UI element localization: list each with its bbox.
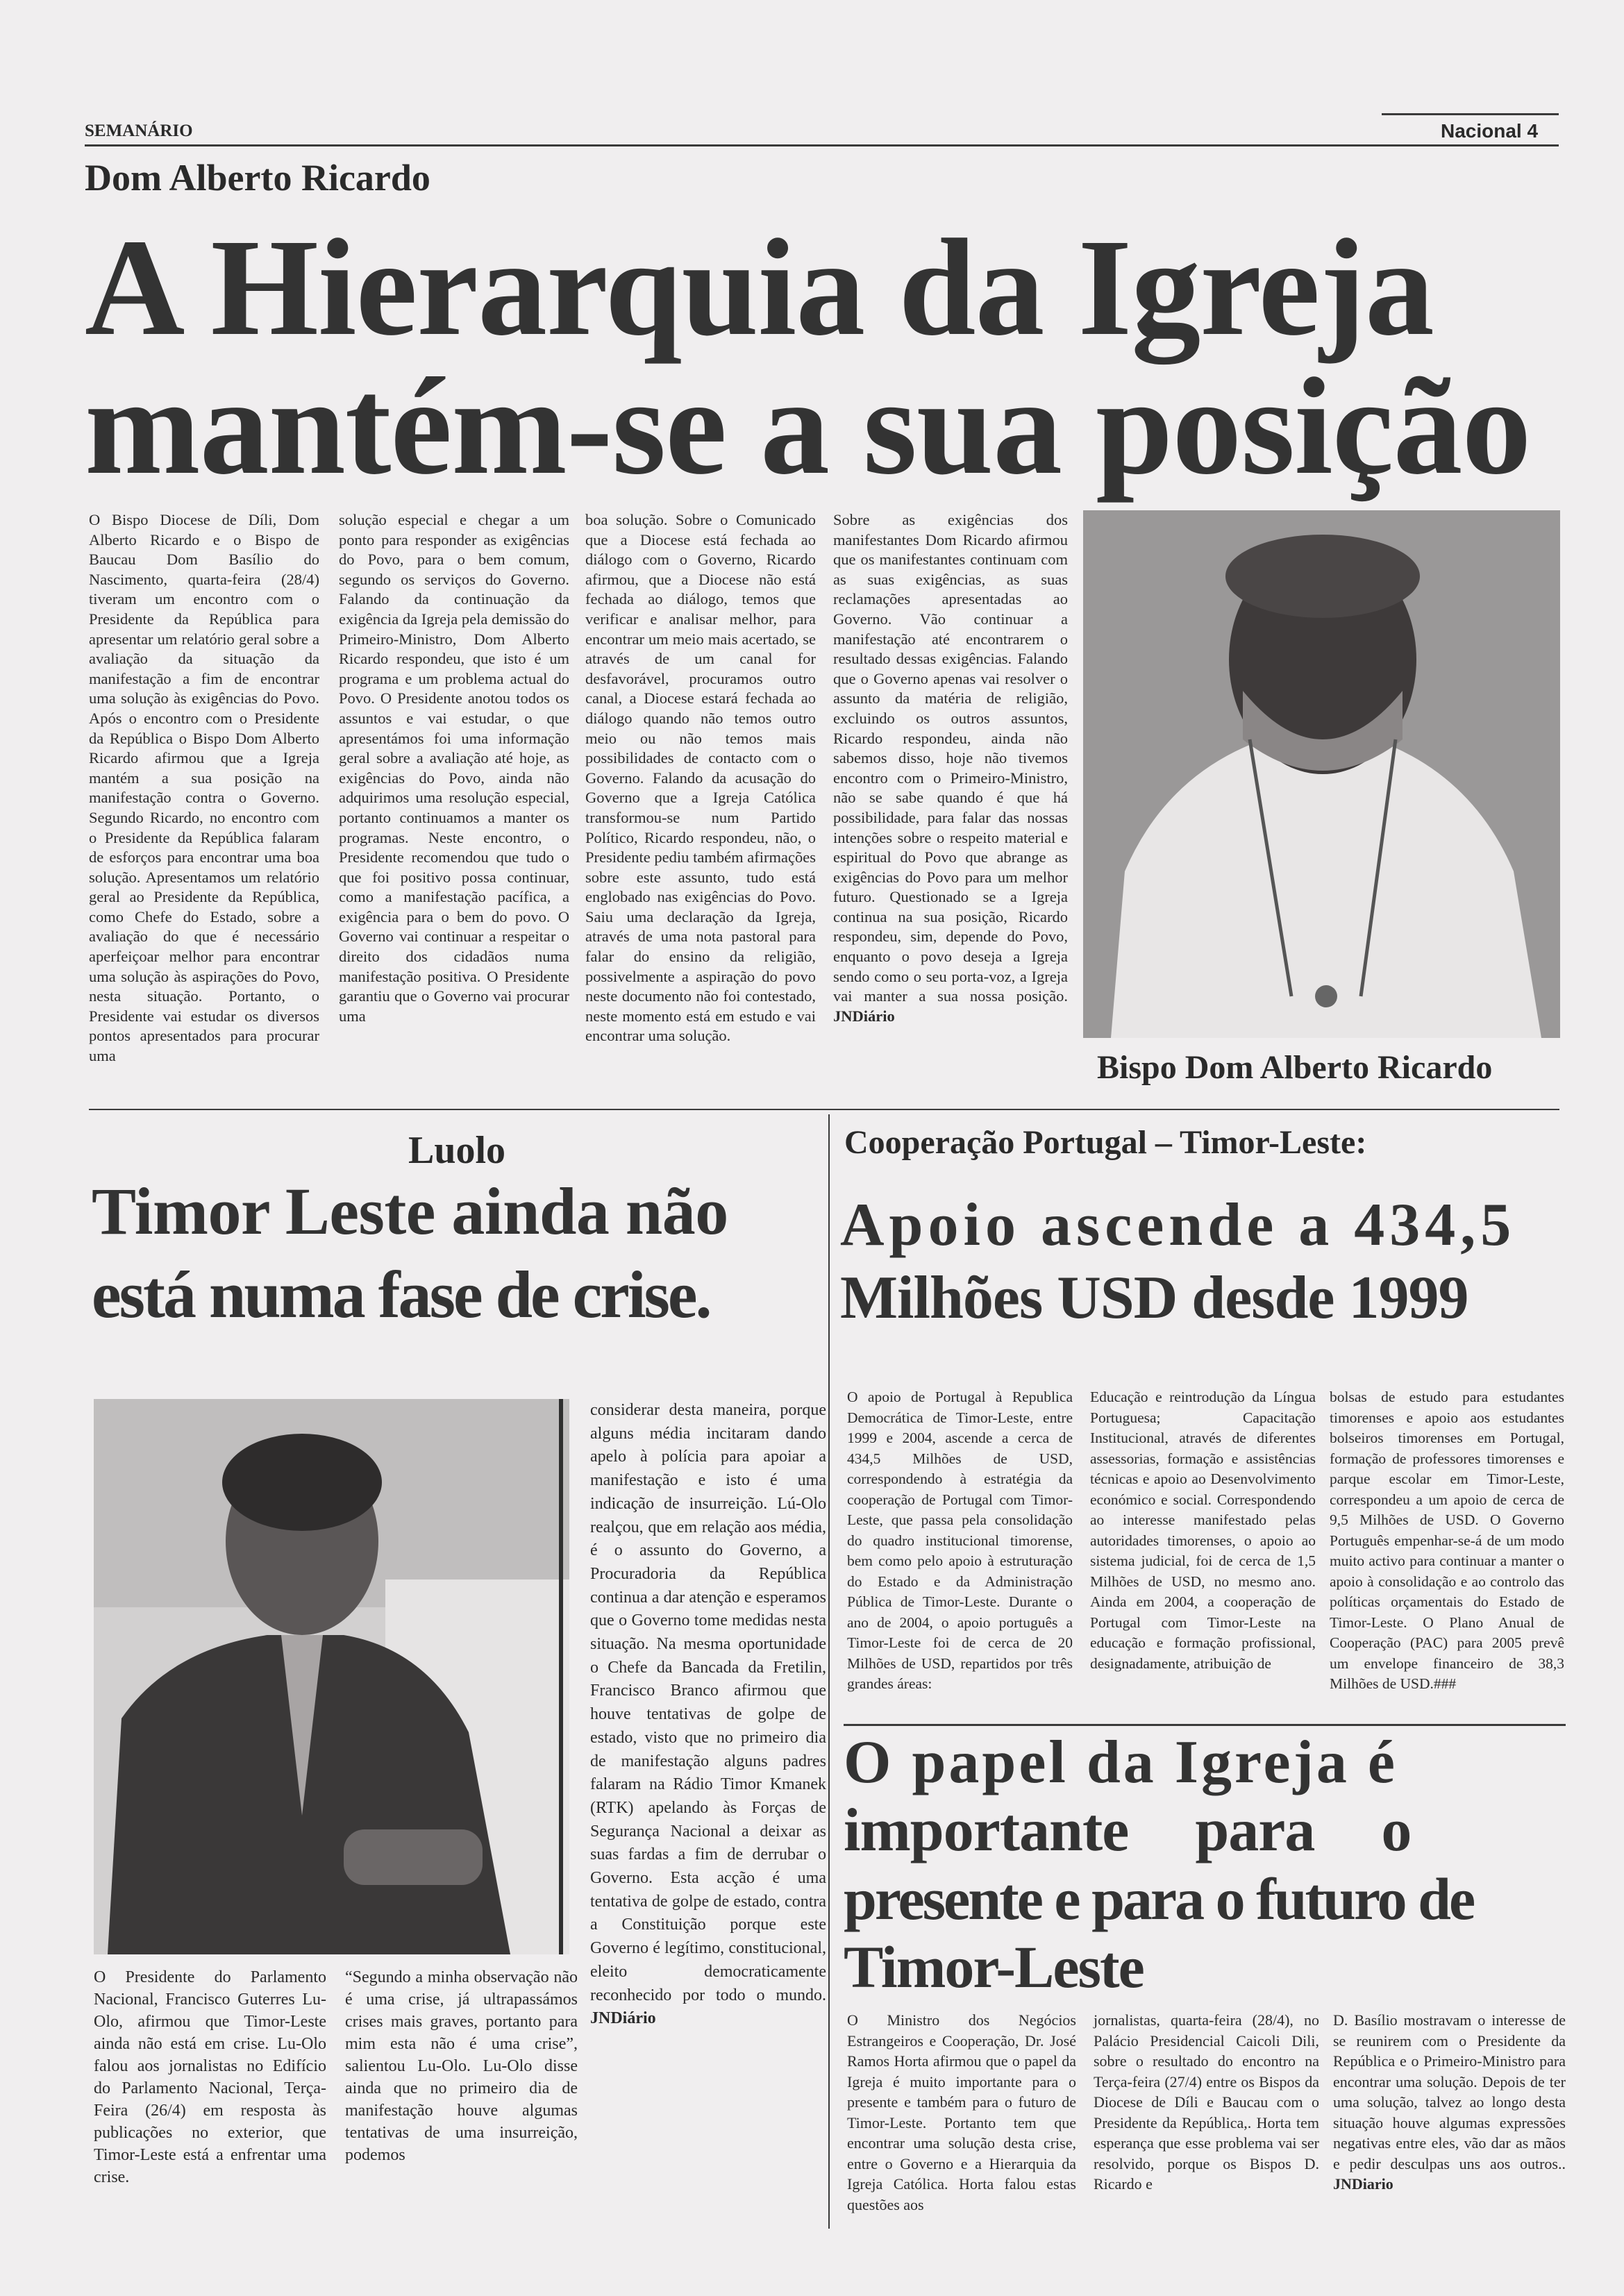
article4-headline-line3: presente e para o futuro de [844, 1866, 1474, 1932]
article3-column-3: bolsas de estudo para estudantes timorenses e apoio aos estudantes bolseiros timorenses em Portugal, formação de professores timorenses e parque escolar em Timor-Leste, correspondeu a um apoio de cerca de 9,5 Milhões de USD. O Governo Português empenhar-se-á de um modo muito activo para continuar a manter o apoio à consolidação e ao controlo das políticas orçamentais do Estado de Timor-Leste. O Plano Anual de Cooperação (PAC) para 2005 prevê um envelope financeiro de 38,3 Milhões de USD.### [1330, 1389, 1564, 1692]
masthead-paper: SEMANÁRIO [85, 121, 193, 140]
article2-headline-line1: Timor Leste ainda não [92, 1174, 728, 1248]
article4-headline-line2: importante para o [844, 1797, 1412, 1864]
article4-column-1: O Ministro dos Negócios Estrangeiros e Cooperação, Dr. José Ramos Horta afirmou que o papel da Igreja é muito importante para o presente e também para o futuro de Timor-Leste. Portanto tem que encontrar uma solução desta crise, entre o Governo e a Hierarquia da Igreja Católica. Horta falou estas questões aos [847, 2011, 1076, 2213]
article3-bottom-rule [844, 1724, 1566, 1726]
article3-headline-line2: Milhões USD desde 1999 [840, 1264, 1468, 1332]
article4-headline-line1-text: O papel da Igreja é [844, 1729, 1398, 1796]
article4-signature: JNDiario [1333, 2175, 1393, 2193]
bishop-portrait-image [1083, 510, 1560, 1038]
luolo-portrait-image [94, 1399, 569, 1954]
bishop-photo [1083, 510, 1560, 1038]
article4-headline-line4: Timor-Leste [844, 1934, 1144, 2000]
article4-headline-line1 [844, 1729, 1566, 1797]
article1-kicker: Dom Alberto Ricardo [85, 157, 430, 199]
page-section-number: Nacional 4 [1441, 120, 1539, 142]
article1-signature: JNDiário [833, 1007, 895, 1025]
article1-headline-line2: mantém-se a sua posição [85, 350, 1531, 503]
article3-headline-line1: Apoio ascende a 434,5 [840, 1191, 1516, 1259]
article1-column-2: solução especial e chegar a um ponto para responder as exigências do Povo, para o bem comum, segundo os serviços do Governo. Falando da continuação da exigência da Igreja pela demissão do Primeiro-Ministro, Dom Alberto Ricardo respondeu, que isto é um programa e um problema actual do Povo. O Presidente anotou todos os assuntos e vai estudar, o que apresentámos foi uma informação geral sobre a avaliação até hoje, as exigências do Povo, ainda não adquirimos uma resolução especial, portanto continuamos a manter os programas. Neste encontro, o Presidente recomendou que tudo o que foi positivo possa continuar, como a manifestação pacífica, a exigência para o bem do povo. O Governo vai continuar a respeitar o direito dos cidadãos numa manifestação positiva. O Presidente garantiu que o Governo vai procurar uma [339, 511, 569, 1025]
header-rule [85, 144, 1559, 146]
article2-column-a: O Presidente do Parlamento Nacional, Francisco Guterres Lu-Olo, afirmou que Timor-Leste ainda não está em crise. Lu-Olo falou aos jornalistas no Edifício do Parlamento Nacional, Terça-Feira (26/4) em resposta às publicações no exterior, que Timor-Leste está a enfrentar uma crise. [94, 1968, 326, 2186]
article4-column-2: jornalistas, quarta-feira (28/4), no Palácio Presidencial Caicoli Dili, sobre o resultado do encontro na Terça-feira (27/4) entre os Bispos da Diocese de Díli e Baucau com o Presidente da República,. Horta tem esperança que esse problema vai ser resolvido, porque os Bispos D. Ricardo e [1094, 2011, 1319, 2193]
article2-signature: JNDiário [590, 2009, 656, 2028]
bishop-photo-caption: Bispo Dom Alberto Ricardo [1097, 1049, 1493, 1086]
article1-column-4: Sobre as exigências dos manifestantes Dom Ricardo afirmou que os manifestantes continuam com as suas exigências, as suas reclamações apresentadas ao Governo. Vão continuar a manifestação até encontrarem o resultado dessas exigências. Falando que o Governo apenas vai resolver o assunto da matéria de religião, excluindo os outros assuntos, Ricardo respondeu, ainda não sabemos disso, hoje não tivemos encontro com o Primeiro-Ministro, não se sabe quando é que há possibilidade, para falar das nossas intenções sobre o respeito material e espiritual do Povo que abrange as exigências do Povo para um melhor futuro. Questionado se a Igreja continua na sua posição, Ricardo respondeu, sim, depende do Povo, enquanto o povo deseja a Igreja sendo como o seu porta-voz, a Igreja vai manter a sua nossa posição. JNDiário [833, 511, 1068, 1025]
article2-headline-line2: está numa fase de crise. [92, 1257, 710, 1332]
article3-column-2: Educação e reintrodução da Língua Portuguesa; Capacitação Institucional, através de diferentes assessorias, formação e assistências técnicas e apoio ao Desenvolvimento económico e social. Correspondendo ao interesse manifestado pelas autoridades timorenses, o apoio ao sistema judicial, foi de cerca de 1,5 Milhões de USD, no mesmo ano. Ainda em 2004, a cooperação de Portugal com Timor-Leste na educação e formação profissional, designadamente, atribuição de [1090, 1389, 1316, 1672]
header-rule-right [1382, 113, 1559, 115]
luolo-photo [94, 1399, 569, 1954]
article3-column-1: O apoio de Portugal à Republica Democrática de Timor-Leste, entre 1999 e 2004, ascende a cerca de 434,5 Milhões de USD, correspondendo à estratégia da cooperação de Portugal com Timor-Leste, que passa pela consolidação do quadro institucional timorense, bem como pelo apoio à estruturação do Estado e da Administração Pública de Timor-Leste. Durante o ano de 2004, o apoio português a Timor-Leste foi de cerca de 20 Milhões de USD, repartidos por três grandes áreas: [847, 1389, 1073, 1692]
article2-kicker: Luolo [408, 1129, 506, 1172]
article2-column-b: “Segundo a minha observação não é uma crise, já ultrapassámos crises mais graves, portanto para mim esta não é uma crise”, salientou Lu-Olo. Lu-Olo disse ainda que no primeiro dia de manifestação houve algumas tentativas de uma insurreição, podemos [345, 1968, 578, 2164]
article4-column-3: D. Basílio mostravam o interesse de se reunirem com o Presidente da República e o Primeiro-Ministro para encontrar uma solução. Depois de ter uma solução, talvez ao longo desta situação houve algumas expressões negativas entre eles, vão dar as mãos e pedir desculpas uns aos outros.. JNDiario [1333, 2011, 1566, 2193]
article1-column-1: O Bispo Diocese de Díli, Dom Alberto Ricardo e o Bispo de Baucau Dom Basílio do Nascimento, quarta-feira (28/4) tiveram um encontro com o Presidente da República para apresentar um relatório geral sobre a avaliação da situação da manifestação a fim de encontrar uma solução às exigências do Povo. Após o encontro com o Presidente da República o Bispo Dom Alberto Ricardo afirmou que a Igreja mantém a sua posição na manifestação contra o Governo. Segundo Ricardo, no encontro com o Presidente da República falaram de esforços para encontrar uma boa solução. Apresentamos um relatório geral ao Presidente da República, como Chefe do Estado, sobre a avaliação do que é necessário aperfeiçoar melhor para encontrar uma solução às aspirações do Povo, nesta situação. Portanto, o Presidente vai estudar os diversos pontos apresentados para procurar uma [89, 511, 319, 1065]
article1-bottom-rule [89, 1109, 1559, 1110]
article2-column-c: considerar desta maneira, porque alguns média incitaram dando apelo à polícia para apoiar a manifestação e isto é uma indicação de insurreição. Lú-Olo realçou, que em relação aos média, é o assunto do Governo, a Procuradoria da República continua a dar atenção e esperamos que o Governo tome medidas nesta situação. Na mesma oportunidade o Chefe da Bancada da Fretilin, Francisco Branco afirmou que houve tentativas de golpe de estado, visto que no primeiro dia de manifestação alguns padres falaram na Rádio Timor Kmanek (RTK) apelando às Forças de Segurança Nacional a deixar as suas fardas a fim de derrubar o Governo. Esta acção é uma tentativa de golpe de estado, contra a Constituição porque este Governo é legítimo, constitucional, eleito democraticamente reconhecido por todo o mundo. JNDiário [590, 1401, 826, 2028]
article1-column-3: boa solução. Sobre o Comunicado que a Diocese está fechada ao diálogo com o Governo, Ricardo afirmou, que a Diocese não está fechada ao diálogo, temos que verificar e analisar melhor, para encontrar um meio mais acertado, se através de um canal for desfavorável, procuramos outro canal, a Diocese estará fechada ao diálogo quando não temos outro meio ou não temos mais possibilidades de contacto com o Governo. Falando da acusação do Governo que a Igreja Católica transformou-se num Partido Político, Ricardo respondeu, não, o Presidente pediu também afirmações sobre este assunto, tudo está englobado nas exigências do Povo. Saiu uma declaração da Igreja, através de uma nota pastoral para falar do ensino da religião, possivelmente a aspiração do povo neste documento não foi contestado, neste momento está em estudo e vai encontrar uma solução. [585, 511, 816, 1045]
article1-headline-line1: A Hierarquia da Igreja [85, 211, 1434, 364]
article3-kicker: Cooperação Portugal – Timor-Leste: [844, 1124, 1367, 1161]
luolo-photo-edge [559, 1399, 563, 1954]
column-divider [828, 1114, 830, 2229]
